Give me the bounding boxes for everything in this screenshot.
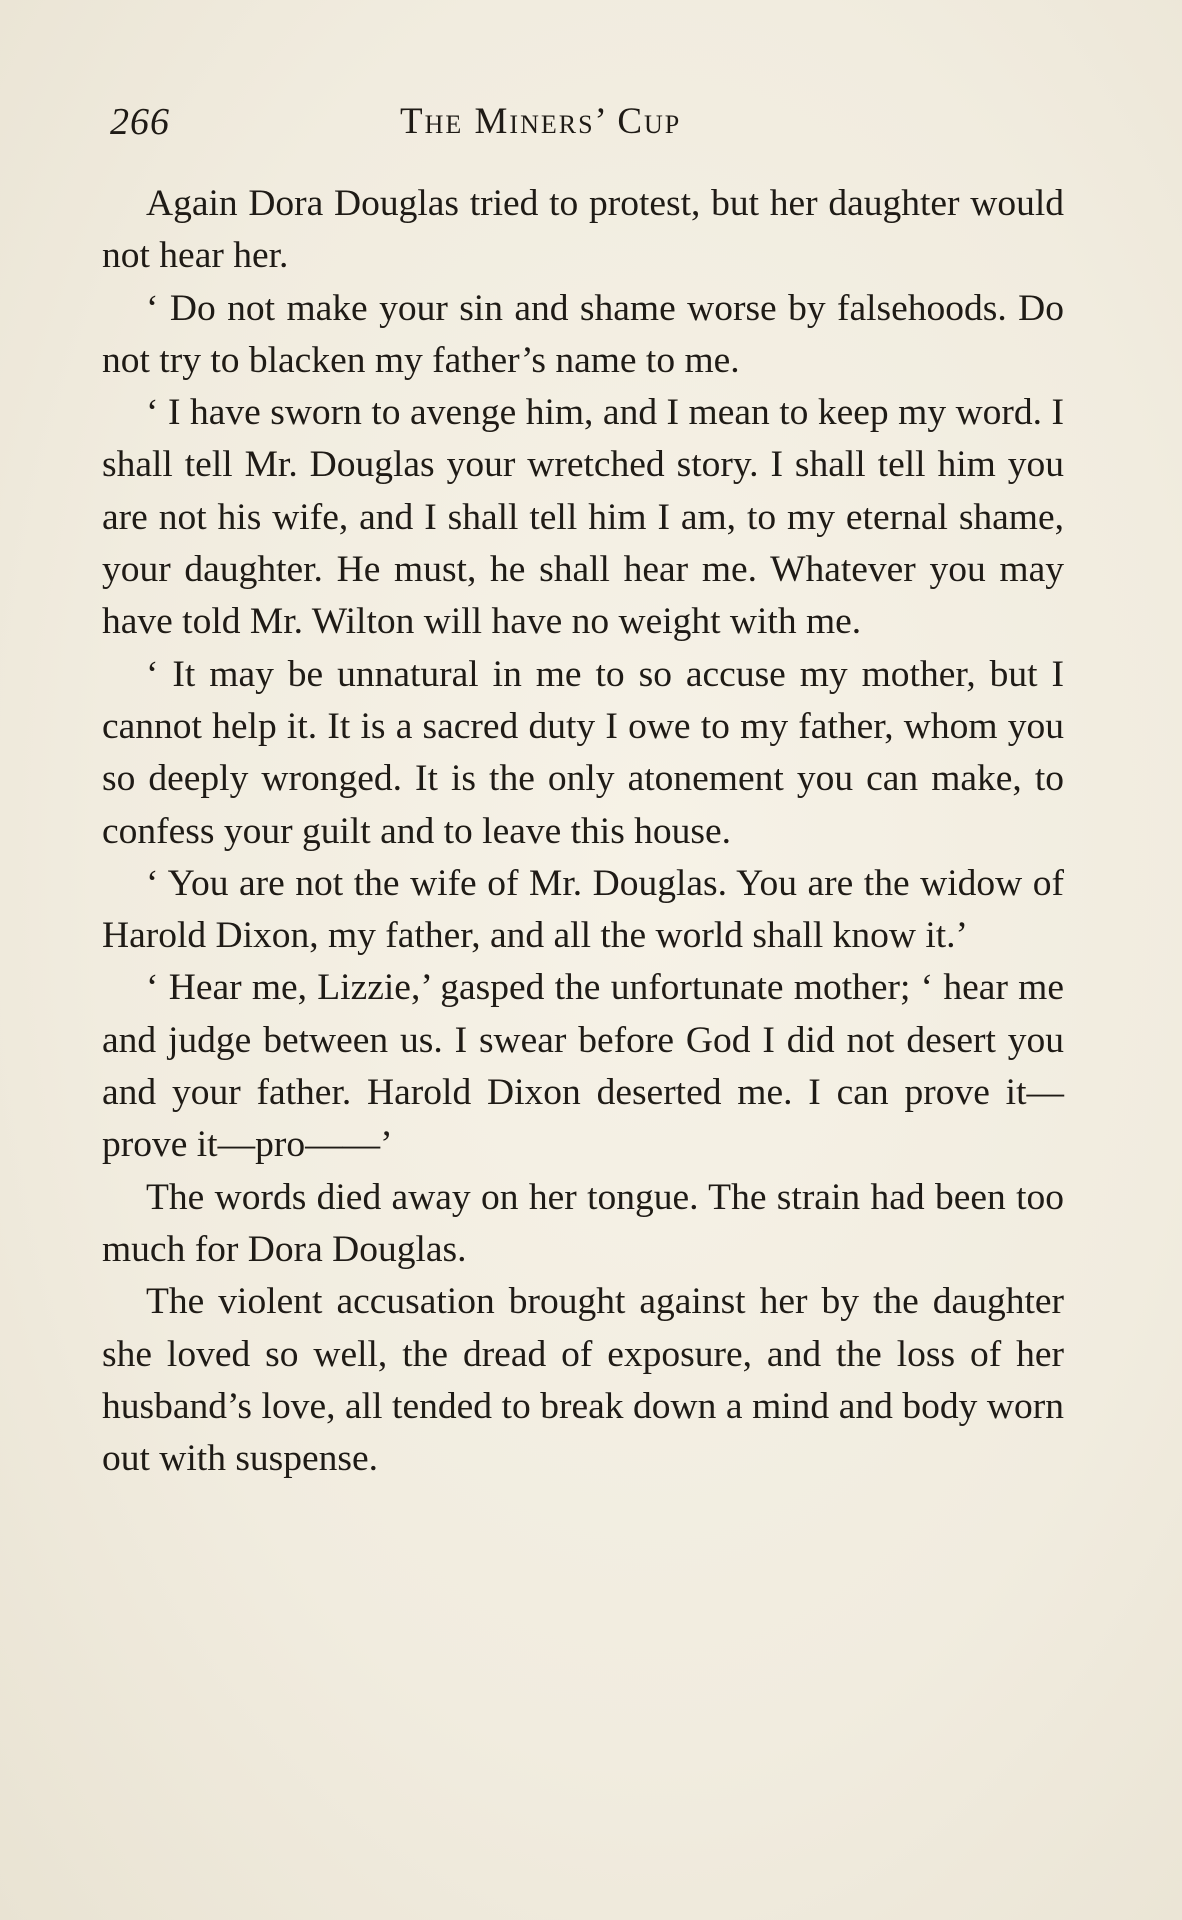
paragraph: The violent accusation brought against her by the daughter she loved so well, the dread of exposure, and the loss of her husband’s love, all tended to break down a mind and body worn out with suspense. xyxy=(102,1281,1064,1480)
paragraph: ‘ You are not the wife of Mr. Douglas. You are the widow of Harold Dixon, my father, and all the world shall know it.’ xyxy=(102,862,1064,957)
paragraph: Again Dora Douglas tried to protest, but her daughter would not hear her. xyxy=(102,183,1064,277)
paragraph: ‘ Do not make your sin and shame worse by falsehoods. Do not try to blacken my father’s name to me. xyxy=(102,287,1064,381)
page-number: 266 xyxy=(110,101,170,143)
running-title: The Miners’ Cup xyxy=(400,101,682,142)
paragraph: ‘ It may be unnatural in me to so accuse my mother, but I cannot help it. It is a sacred duty I owe to my father, whom you so deeply wronged. It is the only atonement you can make, to confess your guilt and to leave this house. xyxy=(102,653,1064,852)
body-text xyxy=(102,178,1064,1485)
paragraph: ‘ I have sworn to avenge him, and I mean to keep my word. I shall tell Mr. Douglas your wretched story. I shall tell him you are not his wife, and I shall tell him I am, to my eternal shame, your daughter. He must, he shall hear me. Whatever you may have told Mr. Wilton will have no weight with me. xyxy=(102,392,1064,643)
paragraph: ‘ Hear me, Lizzie,’ gasped the unfortunate mother; ‘ hear me and judge between us. I swear before God I did not desert you and your father. Harold Dixon deserted me. I can prove it—prove it—pro——’ xyxy=(102,967,1064,1166)
page-header xyxy=(110,100,1060,150)
paragraph: The words died away on her tongue. The strain had been too much for Dora Douglas. xyxy=(102,1176,1064,1270)
